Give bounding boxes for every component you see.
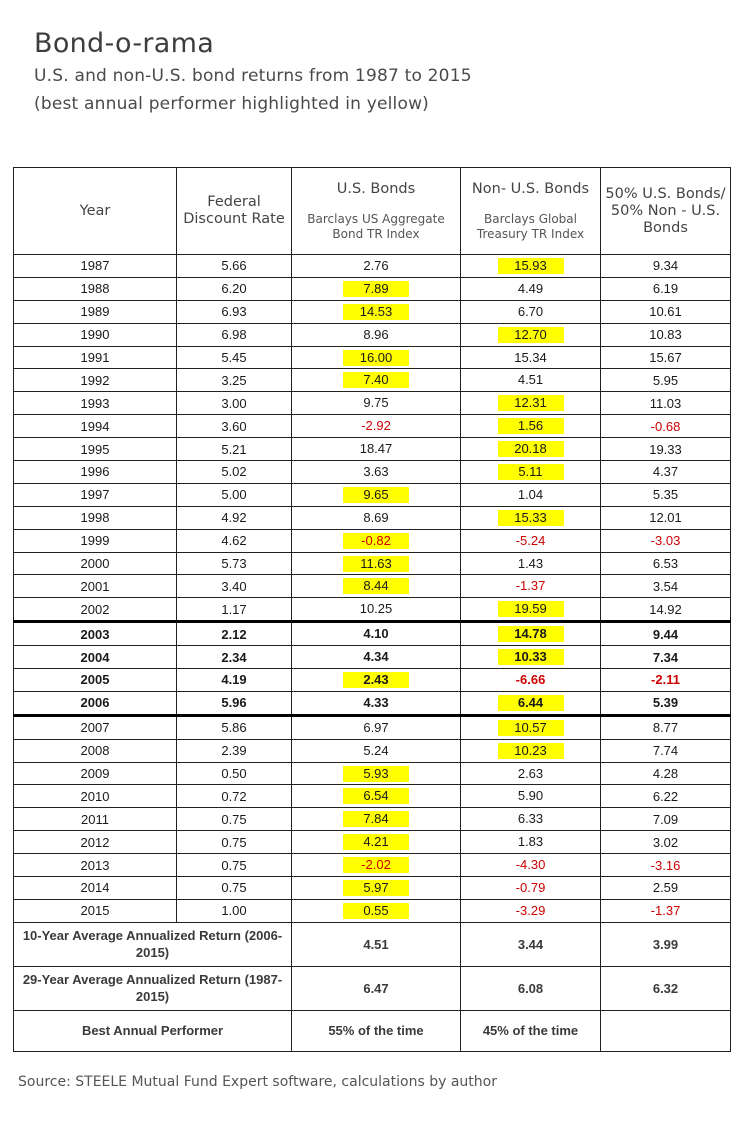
twentynine-year-row [14,966,731,1010]
best-performer-highlight: 16.00 [343,350,409,366]
cell-us-return: 9.75 [292,392,461,415]
cell-us-return [292,369,461,392]
cell-us-return: 4.33 [292,691,461,715]
bond-returns-table [13,167,731,1052]
cell-us-return [292,552,461,575]
cell-fed-rate: 3.00 [177,392,292,415]
cell-year: 2011 [14,808,177,831]
cell-us-return: 4.10 [292,622,461,646]
cell-nonus-return [461,598,601,622]
cell-year: 1998 [14,506,177,529]
cell-nonus-return: -6.66 [461,669,601,692]
cell-us-return [292,808,461,831]
cell-fed-rate: 0.75 [177,808,292,831]
best-performer-highlight: 4.21 [343,834,409,850]
cell-us-return: 8.96 [292,323,461,346]
cell-year: 2007 [14,715,177,739]
best-performer-highlight: 10.57 [498,720,564,736]
cell-us-return: 5.24 [292,739,461,762]
best-performer-label: Best Annual Performer [14,1010,292,1051]
table-row [14,691,731,715]
cell-year: 1993 [14,392,177,415]
twentynine-year-us: 6.47 [292,966,461,1010]
best-performer-highlight: 2.43 [343,672,409,688]
ten-year-mix: 3.99 [601,922,731,966]
cell-us-return [292,529,461,552]
cell-nonus-return [461,392,601,415]
cell-fed-rate: 2.12 [177,622,292,646]
cell-us-return [292,785,461,808]
cell-fed-rate: 5.96 [177,691,292,715]
ten-year-label: 10-Year Average Annualized Return (2006-2015) [14,922,292,966]
cell-mix-return: -3.16 [601,854,731,877]
table-row [14,529,731,552]
cell-us-return: 8.69 [292,506,461,529]
cell-us-return [292,277,461,300]
table-row [14,575,731,598]
best-performer-us: 55% of the time [292,1010,461,1051]
cell-mix-return: 14.92 [601,598,731,622]
cell-year: 2008 [14,739,177,762]
cell-nonus-return: -0.79 [461,877,601,900]
cell-fed-rate: 2.34 [177,646,292,669]
best-performer-highlight: 20.18 [498,441,564,457]
cell-nonus-return: 5.90 [461,785,601,808]
cell-us-return [292,854,461,877]
best-performer-highlight: 19.59 [498,601,564,617]
cell-fed-rate: 5.66 [177,255,292,278]
cell-mix-return: -1.37 [601,899,731,922]
cell-fed-rate: 0.75 [177,831,292,854]
table-row [14,277,731,300]
table-row [14,622,731,646]
cell-nonus-return: -4.30 [461,854,601,877]
twentynine-year-mix: 6.32 [601,966,731,1010]
cell-us-return: 18.47 [292,438,461,461]
cell-year: 2010 [14,785,177,808]
cell-year: 1999 [14,529,177,552]
best-performer-highlight: 10.23 [498,743,564,759]
header-year: Year [14,168,177,255]
cell-mix-return: 9.34 [601,255,731,278]
table-row [14,785,731,808]
header-mix: 50% U.S. Bonds/ 50% Non - U.S. Bonds [601,168,731,255]
cell-us-return: -2.92 [292,415,461,438]
cell-nonus-return [461,255,601,278]
table-row [14,715,731,739]
table-row [14,506,731,529]
twentynine-year-label: 29-Year Average Annualized Return (1987-2015) [14,966,292,1010]
best-performer-highlight: 7.40 [343,372,409,388]
best-performer-highlight: 5.93 [343,766,409,782]
best-performer-highlight: 12.31 [498,395,564,411]
cell-nonus-return: 2.63 [461,762,601,785]
table-row [14,392,731,415]
table-row [14,483,731,506]
best-performer-highlight: 6.54 [343,788,409,804]
ten-year-row [14,922,731,966]
header-nonus-title: Non- U.S. Bonds [471,180,590,197]
table-row [14,808,731,831]
cell-mix-return: 6.53 [601,552,731,575]
cell-year: 1994 [14,415,177,438]
best-performer-highlight: 14.78 [498,626,564,642]
cell-year: 2014 [14,877,177,900]
cell-nonus-return [461,415,601,438]
table-row [14,831,731,854]
cell-us-return [292,762,461,785]
table-row [14,369,731,392]
ten-year-us: 4.51 [292,922,461,966]
cell-nonus-return: 1.43 [461,552,601,575]
best-performer-highlight: -2.02 [343,857,409,873]
cell-year: 1988 [14,277,177,300]
cell-fed-rate: 1.00 [177,899,292,922]
best-performer-nonus: 45% of the time [461,1010,601,1051]
cell-year: 2012 [14,831,177,854]
ten-year-nonus: 3.44 [461,922,601,966]
cell-mix-return: -3.03 [601,529,731,552]
cell-mix-return: 6.22 [601,785,731,808]
cell-us-return: 2.76 [292,255,461,278]
cell-us-return [292,575,461,598]
cell-year: 2013 [14,854,177,877]
cell-nonus-return: 6.33 [461,808,601,831]
best-performer-highlight: -0.82 [343,533,409,549]
cell-fed-rate: 5.00 [177,483,292,506]
best-performer-highlight: 6.44 [498,695,564,711]
cell-mix-return: 7.34 [601,646,731,669]
best-performer-row [14,1010,731,1051]
cell-nonus-return [461,323,601,346]
cell-nonus-return: -5.24 [461,529,601,552]
cell-mix-return: 8.77 [601,715,731,739]
cell-fed-rate: 4.62 [177,529,292,552]
cell-fed-rate: 6.20 [177,277,292,300]
cell-mix-return: 11.03 [601,392,731,415]
table-header-row [14,168,731,255]
header-us-title: U.S. Bonds [336,180,416,197]
table-row [14,552,731,575]
table-row [14,346,731,369]
header-us-bonds [292,168,461,255]
table-row [14,415,731,438]
cell-us-return: 3.63 [292,461,461,484]
cell-us-return: 4.34 [292,646,461,669]
cell-year: 1990 [14,323,177,346]
cell-nonus-return [461,461,601,484]
cell-mix-return: 3.54 [601,575,731,598]
cell-fed-rate: 6.93 [177,300,292,323]
cell-fed-rate: 2.39 [177,739,292,762]
cell-year: 1989 [14,300,177,323]
best-performer-highlight: 11.63 [343,556,409,572]
table-row [14,598,731,622]
subtitle-line-1: U.S. and non-U.S. bond returns from 1987 to 2015 [34,66,472,86]
header-fed-rate: Federal Discount Rate [177,168,292,255]
cell-mix-return: 15.67 [601,346,731,369]
best-performer-highlight: 7.89 [343,281,409,297]
cell-mix-return: 2.59 [601,877,731,900]
cell-fed-rate: 3.25 [177,369,292,392]
best-performer-highlight: 15.33 [498,510,564,526]
cell-fed-rate: 6.98 [177,323,292,346]
cell-mix-return: 5.39 [601,691,731,715]
table-row [14,461,731,484]
table-row [14,877,731,900]
cell-nonus-return [461,715,601,739]
best-performer-highlight: 10.33 [498,649,564,665]
cell-fed-rate: 3.60 [177,415,292,438]
best-performer-highlight: 5.11 [498,464,564,480]
cell-fed-rate: 5.86 [177,715,292,739]
best-performer-highlight: 9.65 [343,487,409,503]
cell-nonus-return [461,438,601,461]
cell-fed-rate: 0.50 [177,762,292,785]
cell-year: 2004 [14,646,177,669]
cell-fed-rate: 4.92 [177,506,292,529]
cell-fed-rate: 0.75 [177,854,292,877]
cell-nonus-return: 1.83 [461,831,601,854]
cell-mix-return: 4.37 [601,461,731,484]
cell-year: 2006 [14,691,177,715]
table-row [14,739,731,762]
cell-mix-return: 9.44 [601,622,731,646]
header-us-index: Barclays US Aggregate Bond TR Index [307,211,445,241]
cell-mix-return: 10.61 [601,300,731,323]
cell-fed-rate: 5.02 [177,461,292,484]
cell-us-return [292,300,461,323]
table-body [14,255,731,923]
cell-mix-return: 4.28 [601,762,731,785]
cell-nonus-return [461,622,601,646]
cell-nonus-return: 6.70 [461,300,601,323]
cell-mix-return: 5.95 [601,369,731,392]
cell-year: 1991 [14,346,177,369]
cell-us-return [292,483,461,506]
best-performer-mix [601,1010,731,1051]
cell-mix-return: 7.09 [601,808,731,831]
cell-nonus-return [461,739,601,762]
best-performer-highlight: 0.55 [343,903,409,919]
cell-year: 1987 [14,255,177,278]
twentynine-year-nonus: 6.08 [461,966,601,1010]
cell-year: 2005 [14,669,177,692]
best-performer-highlight: 7.84 [343,811,409,827]
best-performer-highlight: 12.70 [498,327,564,343]
cell-nonus-return: -3.29 [461,899,601,922]
table-row [14,255,731,278]
table-row [14,899,731,922]
table-row [14,762,731,785]
cell-nonus-return [461,506,601,529]
cell-year: 1997 [14,483,177,506]
table-row [14,323,731,346]
best-performer-highlight: 14.53 [343,304,409,320]
cell-mix-return: 10.83 [601,323,731,346]
best-performer-highlight: 1.56 [498,418,564,434]
cell-us-return [292,669,461,692]
best-performer-highlight: 8.44 [343,578,409,594]
cell-nonus-return [461,646,601,669]
cell-year: 1992 [14,369,177,392]
cell-mix-return: -0.68 [601,415,731,438]
cell-nonus-return: 4.51 [461,369,601,392]
cell-fed-rate: 5.73 [177,552,292,575]
cell-year: 2015 [14,899,177,922]
cell-fed-rate: 4.19 [177,669,292,692]
cell-fed-rate: 0.72 [177,785,292,808]
cell-fed-rate: 5.21 [177,438,292,461]
cell-us-return: 10.25 [292,598,461,622]
cell-year: 1995 [14,438,177,461]
table-row [14,300,731,323]
cell-us-return [292,899,461,922]
cell-year: 2000 [14,552,177,575]
cell-mix-return: 7.74 [601,739,731,762]
table-row [14,669,731,692]
cell-mix-return: 3.02 [601,831,731,854]
cell-us-return [292,831,461,854]
cell-nonus-return: 4.49 [461,277,601,300]
cell-us-return: 6.97 [292,715,461,739]
cell-year: 2002 [14,598,177,622]
table-row [14,646,731,669]
cell-nonus-return: 1.04 [461,483,601,506]
cell-fed-rate: 5.45 [177,346,292,369]
header-nonus-bonds [461,168,601,255]
cell-year: 2001 [14,575,177,598]
cell-us-return [292,877,461,900]
subtitle-line-2: (best annual performer highlighted in yellow) [34,94,430,114]
best-performer-highlight: 15.93 [498,258,564,274]
cell-nonus-return [461,691,601,715]
source-note: Source: STEELE Mutual Fund Expert software, calculations by author [18,1074,497,1090]
table-row [14,438,731,461]
cell-us-return [292,346,461,369]
cell-fed-rate: 3.40 [177,575,292,598]
cell-nonus-return: 15.34 [461,346,601,369]
table-row [14,854,731,877]
cell-mix-return: 19.33 [601,438,731,461]
cell-fed-rate: 0.75 [177,877,292,900]
cell-nonus-return: -1.37 [461,575,601,598]
cell-mix-return: -2.11 [601,669,731,692]
cell-year: 2003 [14,622,177,646]
best-performer-highlight: 5.97 [343,880,409,896]
cell-mix-return: 12.01 [601,506,731,529]
cell-year: 1996 [14,461,177,484]
header-nonus-index: Barclays Global Treasury TR Index [476,211,585,241]
cell-fed-rate: 1.17 [177,598,292,622]
page-title: Bond-o-rama [34,28,215,59]
cell-mix-return: 5.35 [601,483,731,506]
cell-mix-return: 6.19 [601,277,731,300]
cell-year: 2009 [14,762,177,785]
